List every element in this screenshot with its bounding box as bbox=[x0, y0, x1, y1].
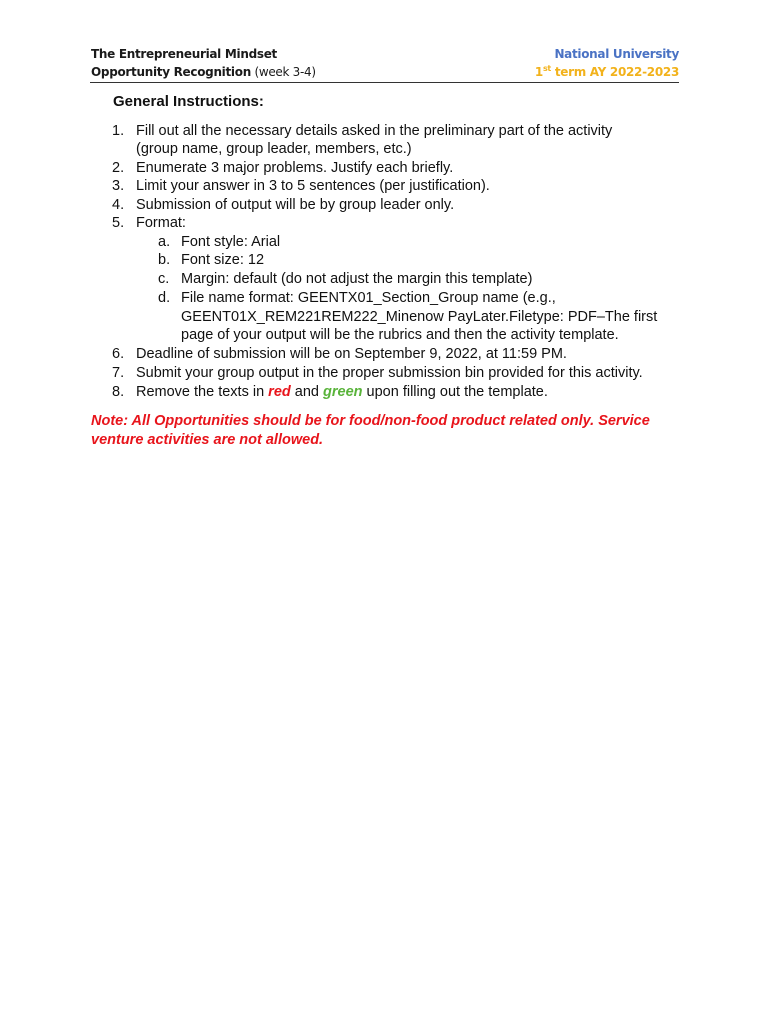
page-header bbox=[90, 44, 679, 83]
item-number: 7. bbox=[112, 365, 125, 381]
sub-item-letter: d. bbox=[158, 290, 171, 306]
sub-item-text: Font style: Arial bbox=[181, 234, 281, 250]
item-text: Fill out all the necessary details asked in the preliminary part of the activity bbox=[136, 123, 613, 139]
item-number: 1. bbox=[112, 123, 125, 139]
sub-item-text: Font size: 12 bbox=[181, 252, 265, 268]
sub-item-letter: b. bbox=[158, 252, 171, 268]
sub-item-text-continued: page of your output will be the rubrics and then the activity template. bbox=[181, 327, 619, 343]
topic-week: (week 3-4) bbox=[250, 65, 316, 79]
item-number: 3. bbox=[112, 178, 125, 194]
list-item bbox=[112, 122, 612, 140]
list-item bbox=[112, 383, 548, 401]
item-text: Enumerate 3 major problems. Justify each briefly. bbox=[136, 160, 454, 176]
list-item bbox=[112, 177, 490, 195]
term-rest: term AY 2022-2023 bbox=[550, 65, 679, 79]
list-item bbox=[112, 196, 454, 214]
topic-title bbox=[91, 65, 316, 79]
list-item bbox=[112, 345, 567, 363]
item-text-after: upon filling out the template. bbox=[362, 384, 548, 400]
item-text: Submission of output will be by group leader only. bbox=[136, 197, 455, 213]
item-text: Format: bbox=[136, 215, 186, 231]
item-number: 6. bbox=[112, 346, 125, 362]
list-item bbox=[112, 214, 186, 232]
university-name: National University bbox=[554, 47, 679, 61]
sub-item-text-continued: GEENT01X_REM221REM222_Minenow PayLater.Filetype: PDF–The first bbox=[181, 309, 658, 325]
item-text: Limit your answer in 3 to 5 sentences (per justification). bbox=[136, 178, 490, 194]
item-number: 4. bbox=[112, 197, 125, 213]
list-item bbox=[112, 159, 453, 177]
sub-list-item bbox=[158, 270, 532, 288]
note-line: venture activities are not allowed. bbox=[91, 432, 324, 448]
topic-main: Opportunity Recognition bbox=[91, 65, 251, 79]
sub-list-item bbox=[158, 251, 264, 269]
term-number: 1 bbox=[534, 65, 543, 79]
item-text: Deadline of submission will be on September 9, 2022, at 11:59 PM. bbox=[136, 346, 567, 362]
item-text-before: Remove the texts in bbox=[136, 384, 269, 400]
course-title: The Entrepreneurial Mindset bbox=[91, 47, 277, 61]
sub-list-item bbox=[158, 233, 280, 251]
green-keyword: green bbox=[323, 384, 363, 400]
note-line: Note: All Opportunities should be for food/non-food product related only. Service bbox=[91, 413, 650, 429]
item-number: 5. bbox=[112, 215, 125, 231]
term-label bbox=[535, 65, 679, 79]
sub-item-letter: c. bbox=[158, 271, 170, 287]
section-title: General Instructions: bbox=[113, 93, 264, 110]
item-number: 8. bbox=[112, 384, 125, 400]
item-text: Submit your group output in the proper submission bin provided for this activity. bbox=[136, 365, 643, 381]
sub-item-letter: a. bbox=[158, 234, 171, 250]
sub-item-text: File name format: GEENTX01_Section_Group name (e.g., bbox=[181, 290, 556, 306]
red-keyword: red bbox=[268, 384, 291, 400]
sub-item-text: Margin: default (do not adjust the margin this template) bbox=[181, 271, 533, 287]
item-text-continued: (group name, group leader, members, etc.) bbox=[136, 141, 412, 157]
sub-list-item bbox=[158, 289, 556, 307]
item-number: 2. bbox=[112, 160, 125, 176]
item-text-mid: and bbox=[290, 384, 323, 400]
list-item bbox=[112, 364, 643, 382]
term-suffix: st bbox=[542, 64, 551, 73]
